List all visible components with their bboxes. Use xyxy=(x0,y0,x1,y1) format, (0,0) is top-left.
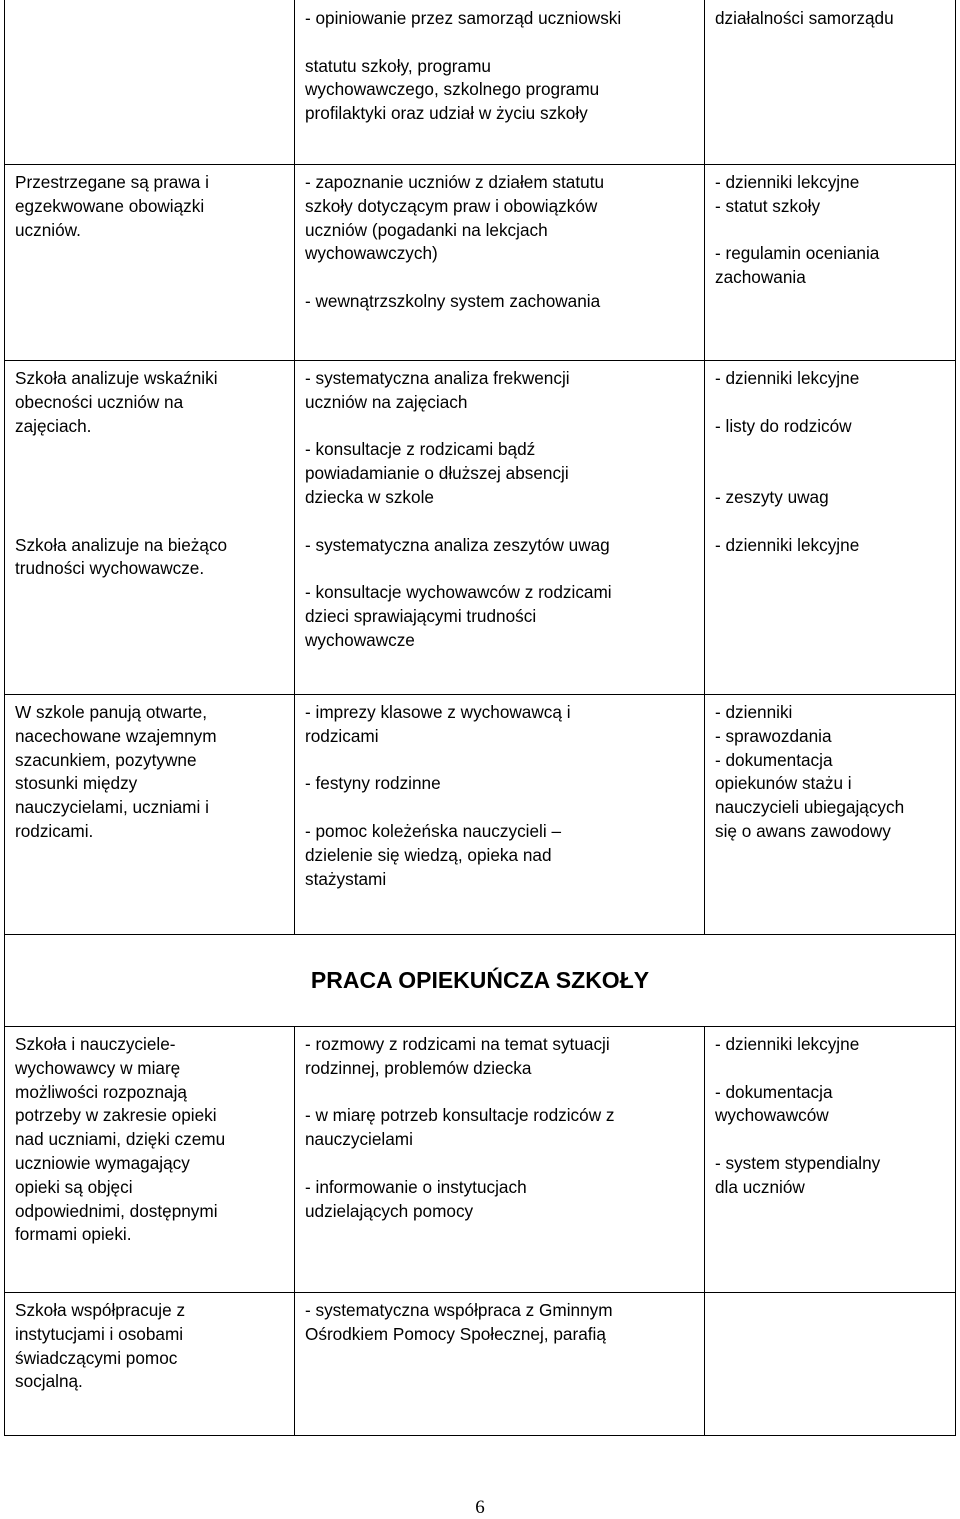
table-cell xyxy=(15,171,290,242)
cell-paragraph: statutu szkoły, programu wychowawczego, szkolnego programu profilaktyki oraz udział w życiu szkoły xyxy=(305,55,600,124)
cell-paragraph: - zapoznanie uczniów z działem statutu szkoły dotyczącym praw i obowiązków uczniów (pogadanki na lekcjach wychowawczych) xyxy=(305,172,605,264)
cell-paragraph: - imprezy klasowe z wychowawcą i rodzicami xyxy=(305,702,571,746)
cell-paragraph: Szkoła współpracuje z instytucjami i osobami świadczącymi pomoc socjalną. xyxy=(15,1300,186,1392)
row-divider xyxy=(4,1435,956,1436)
table-cell xyxy=(715,1033,951,1200)
cell-paragraph: działalności samorządu xyxy=(715,8,894,28)
cell-paragraph: - dokumentacja wychowawców xyxy=(715,1081,833,1126)
cell-paragraph: - systematyczna analiza frekwencji uczniów na zajęciach xyxy=(305,368,570,412)
cell-paragraph: - wewnątrzszkolny system zachowania xyxy=(305,290,601,311)
cell-paragraph: W szkole panują otwarte, nacechowane wzajemnym szacunkiem, pozytywne stosunki między nauczycielami, uczniami i rodzicami. xyxy=(15,702,217,841)
table-cell xyxy=(715,367,951,557)
column-divider xyxy=(294,0,295,935)
table-cell xyxy=(305,1033,700,1223)
column-divider xyxy=(955,0,956,1436)
cell-paragraph: - systematyczna analiza zeszytów uwag xyxy=(305,534,610,555)
cell-paragraph: - w miarę potrzeb konsultacje rodziców z nauczycielami xyxy=(305,1105,615,1150)
cell-paragraph: - dzienniki - sprawozdania - dokumentacja opiekunów stażu i nauczycieli ubiegających się o awans zawodowy xyxy=(715,702,905,841)
table-cell xyxy=(305,7,700,126)
cell-paragraph: - konsultacje wychowawców z rodzicami dzieci sprawiającymi trudności wychowawcze xyxy=(305,582,612,650)
table-cell xyxy=(15,1033,290,1247)
row-divider xyxy=(4,934,956,935)
table-cell xyxy=(305,701,700,891)
cell-paragraph: Szkoła i nauczyciele- wychowawcy w miarę możliwości rozpoznają potrzeby w zakresie opieki nad uczniami, dzięki czemu uczniowie wymagający opieki są objęci odpowiednimi, dostępnymi formami opieki. xyxy=(15,1034,226,1245)
cell-paragraph: - zeszyty uwag xyxy=(715,486,829,507)
cell-paragraph: - konsultacje z rodzicami bądź powiadamianie o dłuższej absencji dziecka w szkole xyxy=(305,439,569,507)
column-divider xyxy=(704,1026,705,1436)
table-cell xyxy=(305,367,700,653)
cell-paragraph: Szkoła analizuje wskaźniki obecności uczniów na zajęciach. xyxy=(15,368,218,436)
cell-paragraph: - listy do rodziców xyxy=(715,415,852,436)
cell-paragraph: - pomoc koleżeńska nauczycieli – dzielenie się wiedzą, opieka nad stażystami xyxy=(305,820,562,889)
cell-paragraph: - regulamin oceniania zachowania xyxy=(715,243,880,288)
row-divider xyxy=(4,164,956,165)
row-divider xyxy=(4,360,956,361)
row-divider xyxy=(4,1026,956,1027)
cell-paragraph: Przestrzegane są prawa i egzekwowane obowiązki uczniów. xyxy=(15,172,209,240)
table-cell xyxy=(15,1299,290,1394)
row-divider xyxy=(4,694,956,695)
cell-paragraph: - system stypendialny dla uczniów xyxy=(715,1152,881,1197)
page-number: 6 xyxy=(475,1497,485,1518)
section-title: PRACA OPIEKUŃCZA SZKOŁY xyxy=(310,967,650,993)
cell-paragraph: - festyny rodzinne xyxy=(305,773,441,794)
column-divider xyxy=(4,0,5,1436)
table-cell xyxy=(305,171,700,314)
cell-paragraph: - dzienniki lekcyjne xyxy=(715,534,860,555)
row-divider xyxy=(4,1292,956,1293)
cell-paragraph: - dzienniki lekcyjne xyxy=(715,1034,860,1054)
table-cell xyxy=(305,1299,700,1347)
table-cell xyxy=(715,171,951,290)
cell-paragraph: - informowanie o instytucjach udzielających pomocy xyxy=(305,1176,527,1221)
cell-paragraph: - dzienniki lekcyjne xyxy=(715,368,860,388)
cell-paragraph: - opiniowanie przez samorząd uczniowski xyxy=(305,8,622,28)
column-divider xyxy=(704,0,705,935)
table-cell xyxy=(715,701,951,844)
cell-paragraph: - rozmowy z rodzicami na temat sytuacji rodzinnej, problemów dziecka xyxy=(305,1034,610,1078)
content-table xyxy=(4,0,956,1436)
cell-paragraph: - dzienniki lekcyjne - statut szkoły xyxy=(715,172,860,216)
cell-paragraph: - systematyczna współpraca z Gminnym Ośrodkiem Pomocy Społecznej, parafią xyxy=(305,1300,613,1344)
table-cell xyxy=(715,7,951,31)
cell-paragraph: Szkoła analizuje na bieżąco trudności wychowawcze. xyxy=(15,534,228,579)
column-divider xyxy=(294,1026,295,1436)
table-cell xyxy=(15,701,290,844)
table-cell xyxy=(15,367,290,581)
